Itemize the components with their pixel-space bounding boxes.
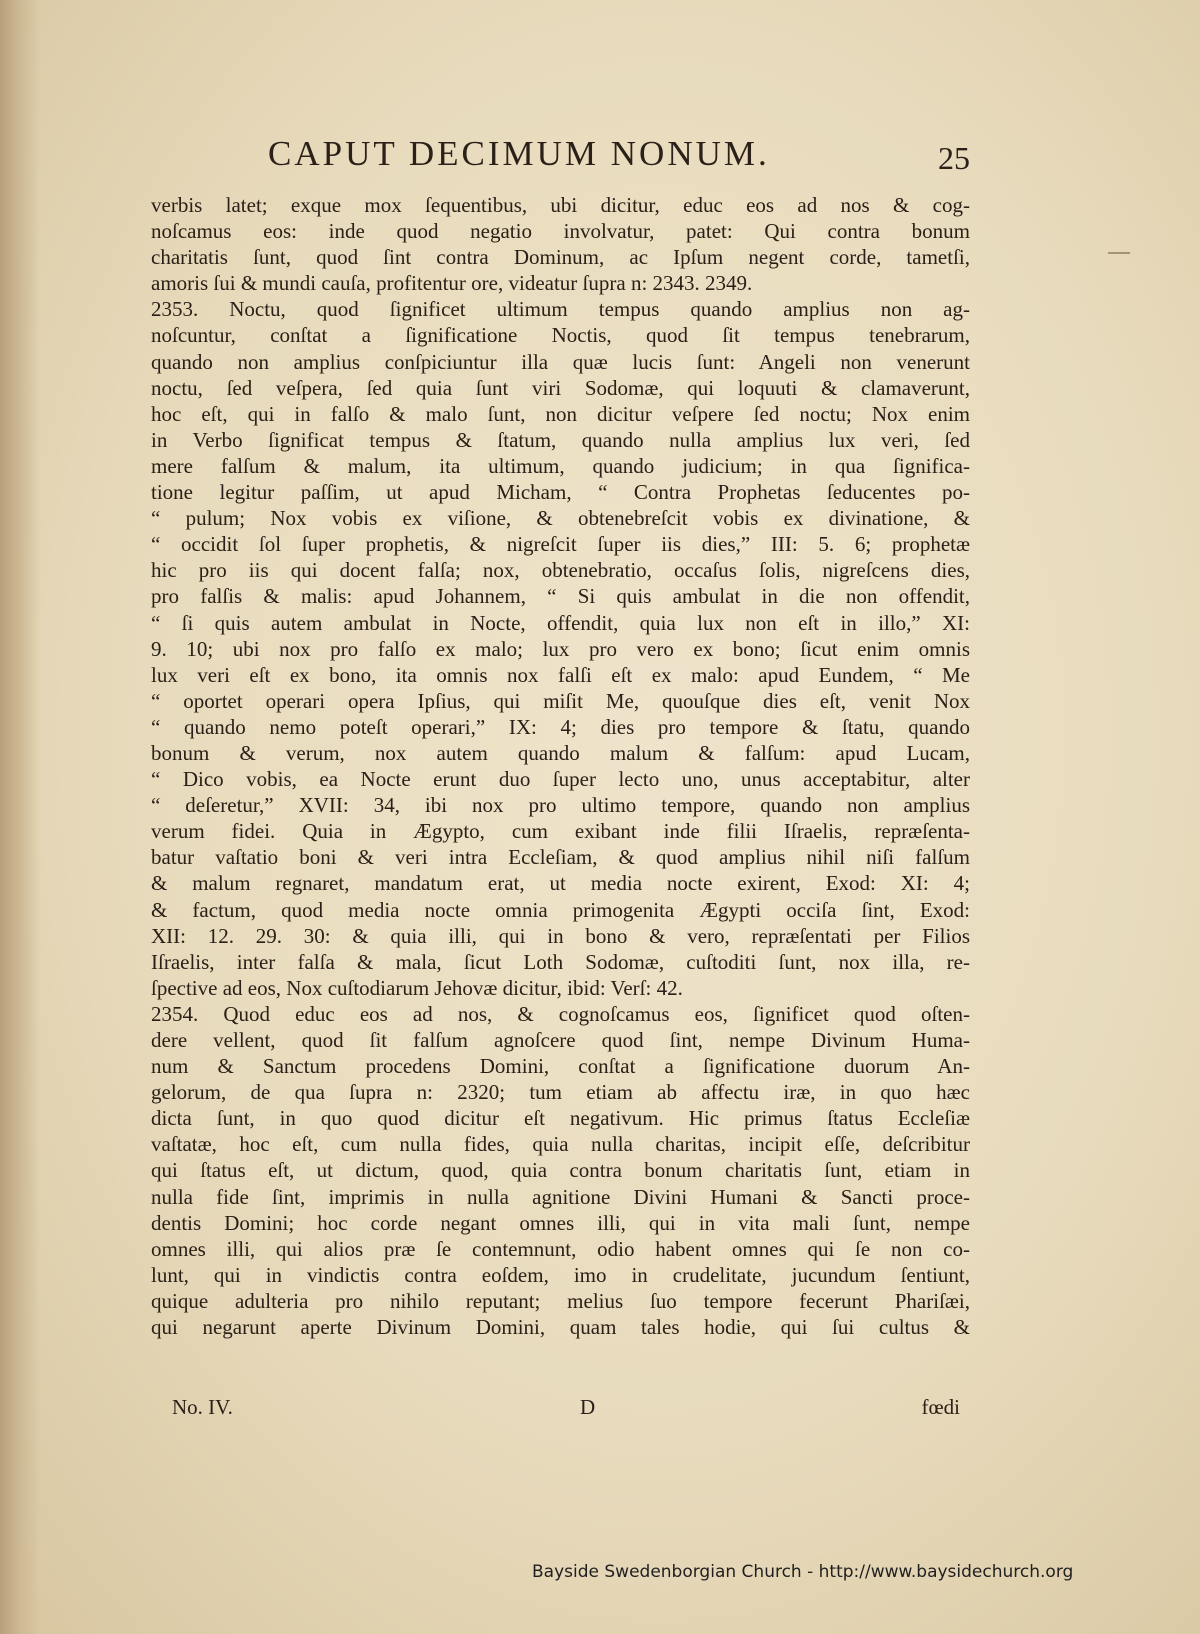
text-line: nulla fide ſint, imprimis in nulla agnitione Divini Humani & Sancti proce- [151, 1184, 970, 1209]
catchword: fœdi [921, 1395, 960, 1419]
text-line: lunt, qui in vindictis contra eoſdem, imo in crudelitate, jucundum ſentiunt, [151, 1262, 970, 1287]
text-line: charitatis ſunt, quod ſint contra Dominum, ac Ipſum negent corde, tametſi, [151, 245, 970, 270]
text-line: noctu, ſed veſpera, ſed quia ſunt viri Sodomæ, qui loquuti & clamaverunt, [151, 375, 970, 400]
text-line: ſpective ad eos, Nox cuſtodiarum Jehovæ dicitur, ibid: Verſ: 42. [151, 975, 683, 1000]
text-line: “ pulum; Nox vobis ex viſione, & obtenebreſcit vobis ex divinatione, & [151, 506, 970, 531]
spine-shadow [0, 0, 40, 1634]
body-text [151, 192, 970, 1340]
text-line: Iſraelis, inter falſa & mala, ſicut Loth Sodomæ, cuſtoditi ſunt, nox illa, re- [151, 949, 970, 974]
text-line: “ ſi quis autem ambulat in Nocte, offendit, quia lux non eſt in illo,” XI: [151, 610, 970, 635]
watermark-text: Bayside Swedenborgian Church - http://www.baysidechurch.org [532, 1562, 1074, 1582]
text-line: noſcuntur, conſtat a ſignificatione Noctis, quod ſit tempus tenebrarum, [151, 323, 970, 348]
text-line: mere falſum & malum, ita ultimum, quando judicium; in qua ſignifica- [151, 453, 970, 478]
page-number: 25 [938, 140, 970, 176]
text-line: “ quando nemo poteſt operari,” IX: 4; dies pro tempore & ſtatu, quando [151, 714, 970, 739]
text-line: vaſtatæ, hoc eſt, cum nulla fides, quia nulla charitas, incipit eſſe, deſcribitur [151, 1132, 970, 1157]
page-footer [172, 1395, 972, 1425]
text-line: “ oportet operari opera Ipſius, qui miſit Me, quouſque dies eſt, venit Nox [151, 688, 970, 713]
text-line: 9. 10; ubi nox pro falſo ex malo; lux pro vero ex bono; ſicut enim omnis [151, 636, 970, 661]
text-line: num & Sanctum procedens Domini, conſtat a ſignificatione duorum An- [151, 1054, 970, 1079]
text-line: tione legitur paſſim, ut apud Micham, “ Contra Prophetas ſeducentes po- [151, 480, 970, 505]
text-line: omnes illi, qui alios præ ſe contemnunt, odio habent omnes qui ſe non co- [151, 1236, 970, 1261]
text-line: 2354. Quod educ eos ad nos, & cognoſcamus eos, ſignificet quod oſten- [151, 1001, 970, 1026]
text-line: gelorum, de qua ſupra n: 2320; tum etiam ab affectu iræ, in quo hæc [151, 1080, 970, 1105]
text-line: “ Dico vobis, ea Nocte erunt duo ſuper lecto uno, unus acceptabitur, alter [151, 767, 970, 792]
text-line: verbis latet; exque mox ſequentibus, ubi dicitur, educ eos ad nos & cog- [151, 193, 970, 217]
text-line: noſcamus eos: inde quod negatio involvatur, patet: Qui contra bonum [151, 219, 970, 244]
text-line: in Verbo ſignificat tempus & ſtatum, quando nulla amplius lux veri, ſed [151, 427, 970, 452]
text-line: “ occidit ſol ſuper prophetis, & nigreſcit ſuper iis dies,” III: 5. 6; prophetæ [151, 532, 970, 557]
signature-letter: D [580, 1395, 596, 1419]
text-line: batur vaſtatio boni & veri intra Eccleſiam, & quod amplius nihil niſi falſum [151, 845, 970, 870]
text-line: pro falſis & malis: apud Johannem, “ Si quis ambulat in die non offendit, [151, 584, 970, 609]
text-line: dentis Domini; hoc corde negant omnes illi, qui in vita mali ſunt, nempe [151, 1210, 970, 1235]
text-line: qui negarunt aperte Divinum Domini, quam tales hodie, qui ſui cultus & [151, 1315, 970, 1340]
text-line: dere vellent, quod ſit falſum agnoſcere quod ſint, nempe Divinum Huma- [151, 1028, 970, 1052]
text-line: & factum, quod media nocte omnia primogenita Ægypti occiſa ſint, Exod: [151, 897, 970, 922]
text-line: “ deſeretur,” XVII: 34, ibi nox pro ultimo tempore, quando non amplius [151, 793, 970, 818]
page-header [150, 134, 970, 184]
text-line: qui ſtatus eſt, ut dictum, quod, quia contra bonum charitatis ſunt, etiam in [151, 1158, 970, 1183]
text-line: verum fidei. Quia in Ægypto, cum exibant inde filii Iſraelis, repræſenta- [151, 819, 970, 844]
signature-mark: No. IV. [172, 1395, 233, 1419]
text-line: bonum & verum, nox autem quando malum & falſum: apud Lucam, [151, 740, 970, 765]
text-line: & malum regnaret, mandatum erat, ut media nocte exirent, Exod: XI: 4; [151, 871, 970, 896]
text-line: dicta ſunt, in quo quod dicitur eſt negativum. Hic primus ſtatus Eccleſiæ [151, 1106, 970, 1131]
text-line: XII: 12. 29. 30: & quia illi, qui in bono & vero, repræſentati per Filios [151, 923, 970, 948]
text-line: lux veri eſt ex bono, ita omnis nox falſi eſt ex malo: apud Eundem, “ Me [151, 662, 970, 687]
text-line: quando non amplius conſpiciuntur illa quæ lucis ſunt: Angeli non venerunt [151, 349, 970, 374]
text-line: hic pro iis qui docent falſa; nox, obtenebratio, occaſus ſolis, nigreſcens dies, [151, 558, 970, 583]
text-line: hoc eſt, qui in falſo & malo ſunt, non dicitur veſpere ſed noctu; Nox enim [151, 401, 970, 426]
running-title: CAPUT DECIMUM NONUM. [268, 134, 770, 173]
margin-mark [1108, 252, 1130, 254]
text-line: amoris ſui & mundi cauſa, profitentur ore, videatur ſupra n: 2343. 2349. [151, 271, 753, 296]
text-line: quique adulteria pro nihilo reputant; melius ſuo tempore fecerunt Phariſæi, [151, 1288, 970, 1313]
text-line: 2353. Noctu, quod ſignificet ultimum tempus quando amplius non ag- [151, 297, 970, 322]
